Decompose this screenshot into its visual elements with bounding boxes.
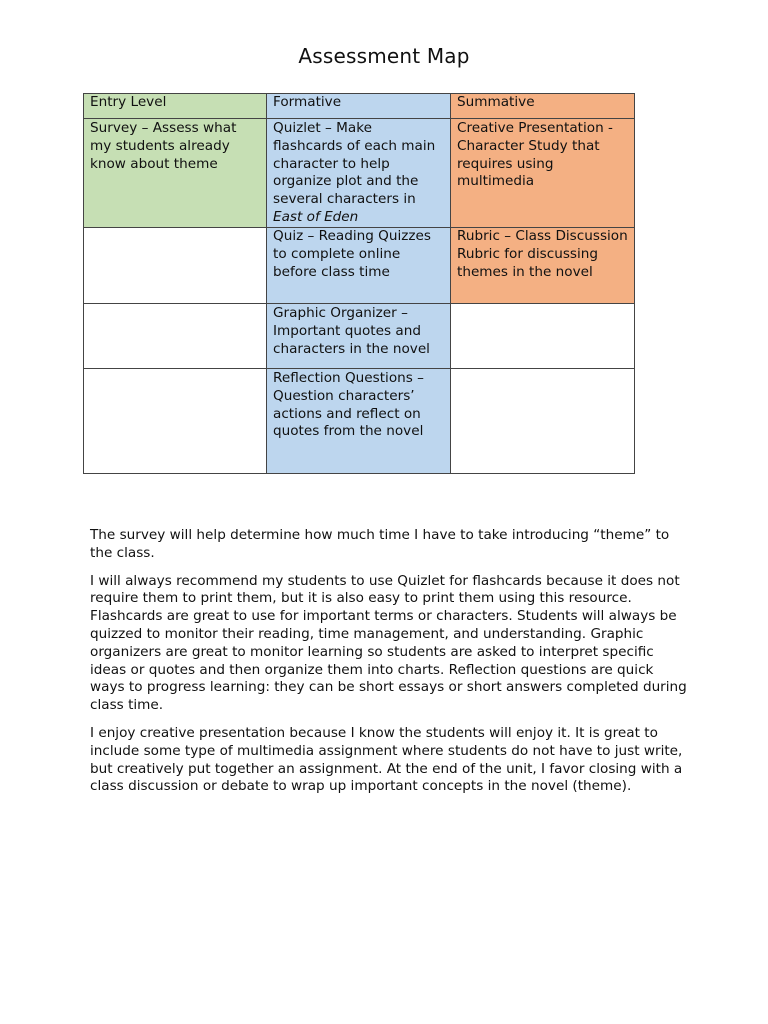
formative-cell: Graphic Organizer – Important quotes and characters in the novel: [267, 304, 451, 369]
assessment-map-table: [83, 93, 635, 474]
summative-cell: [451, 369, 635, 474]
summative-cell: Creative Presentation - Character Study that requires using multimedia: [451, 119, 635, 228]
entry-cell: [84, 369, 267, 474]
summative-cell: Rubric – Class Discussion Rubric for discussing themes in the novel: [451, 228, 635, 304]
table-row: [84, 228, 635, 304]
summative-cell: [451, 304, 635, 369]
table-header-row: [84, 94, 635, 119]
header-formative: Formative: [267, 94, 451, 119]
formative-cell: [267, 119, 451, 228]
page-title: Assessment Map: [298, 44, 470, 68]
paragraph: I enjoy creative presentation because I know the students will enjoy it. It is great to include some type of multimedia assignment where students do not have to just write, but creatively put together an assignment. At the end of the unit, I favor closing with a class discussion or debate to wrap up important concepts in the novel (theme).: [90, 724, 683, 795]
header-summative: Summative: [451, 94, 635, 119]
novel-title: East of Eden: [273, 208, 359, 225]
formative-cell: Quiz – Reading Quizzes to complete online before class time: [267, 228, 451, 304]
entry-cell: Survey – Assess what my students already know about theme: [84, 119, 267, 228]
table-row: [84, 119, 635, 228]
paragraph: The survey will help determine how much time I have to take introducing “theme” to the class.: [90, 527, 670, 561]
entry-cell: [84, 228, 267, 304]
paragraph: I will always recommend my students to use Quizlet for flashcards because it does not require them to print them, but it is also easy to print them using this resource. Flashcards are great to use for important terms or characters. Students will always be quizzed to monitor their reading, time management, and understanding. Graphic organizers are great to monitor learning so students are asked to interpret specific ideas or quotes and then organize them into charts. Reflection questions are quick ways to progress learning: they can be short essays or short answers completed during class time.: [90, 572, 687, 714]
entry-cell: [84, 304, 267, 369]
formative-cell: Reflection Questions – Question characters’ actions and reflect on quotes from the novel: [267, 369, 451, 474]
header-entry-level: Entry Level: [84, 94, 267, 119]
body-text: [90, 527, 690, 806]
table-row: [84, 304, 635, 369]
formative-cell-text: Quizlet – Make flashcards of each main character to help organize plot and the several characters in: [273, 120, 436, 208]
table-row: [84, 369, 635, 474]
